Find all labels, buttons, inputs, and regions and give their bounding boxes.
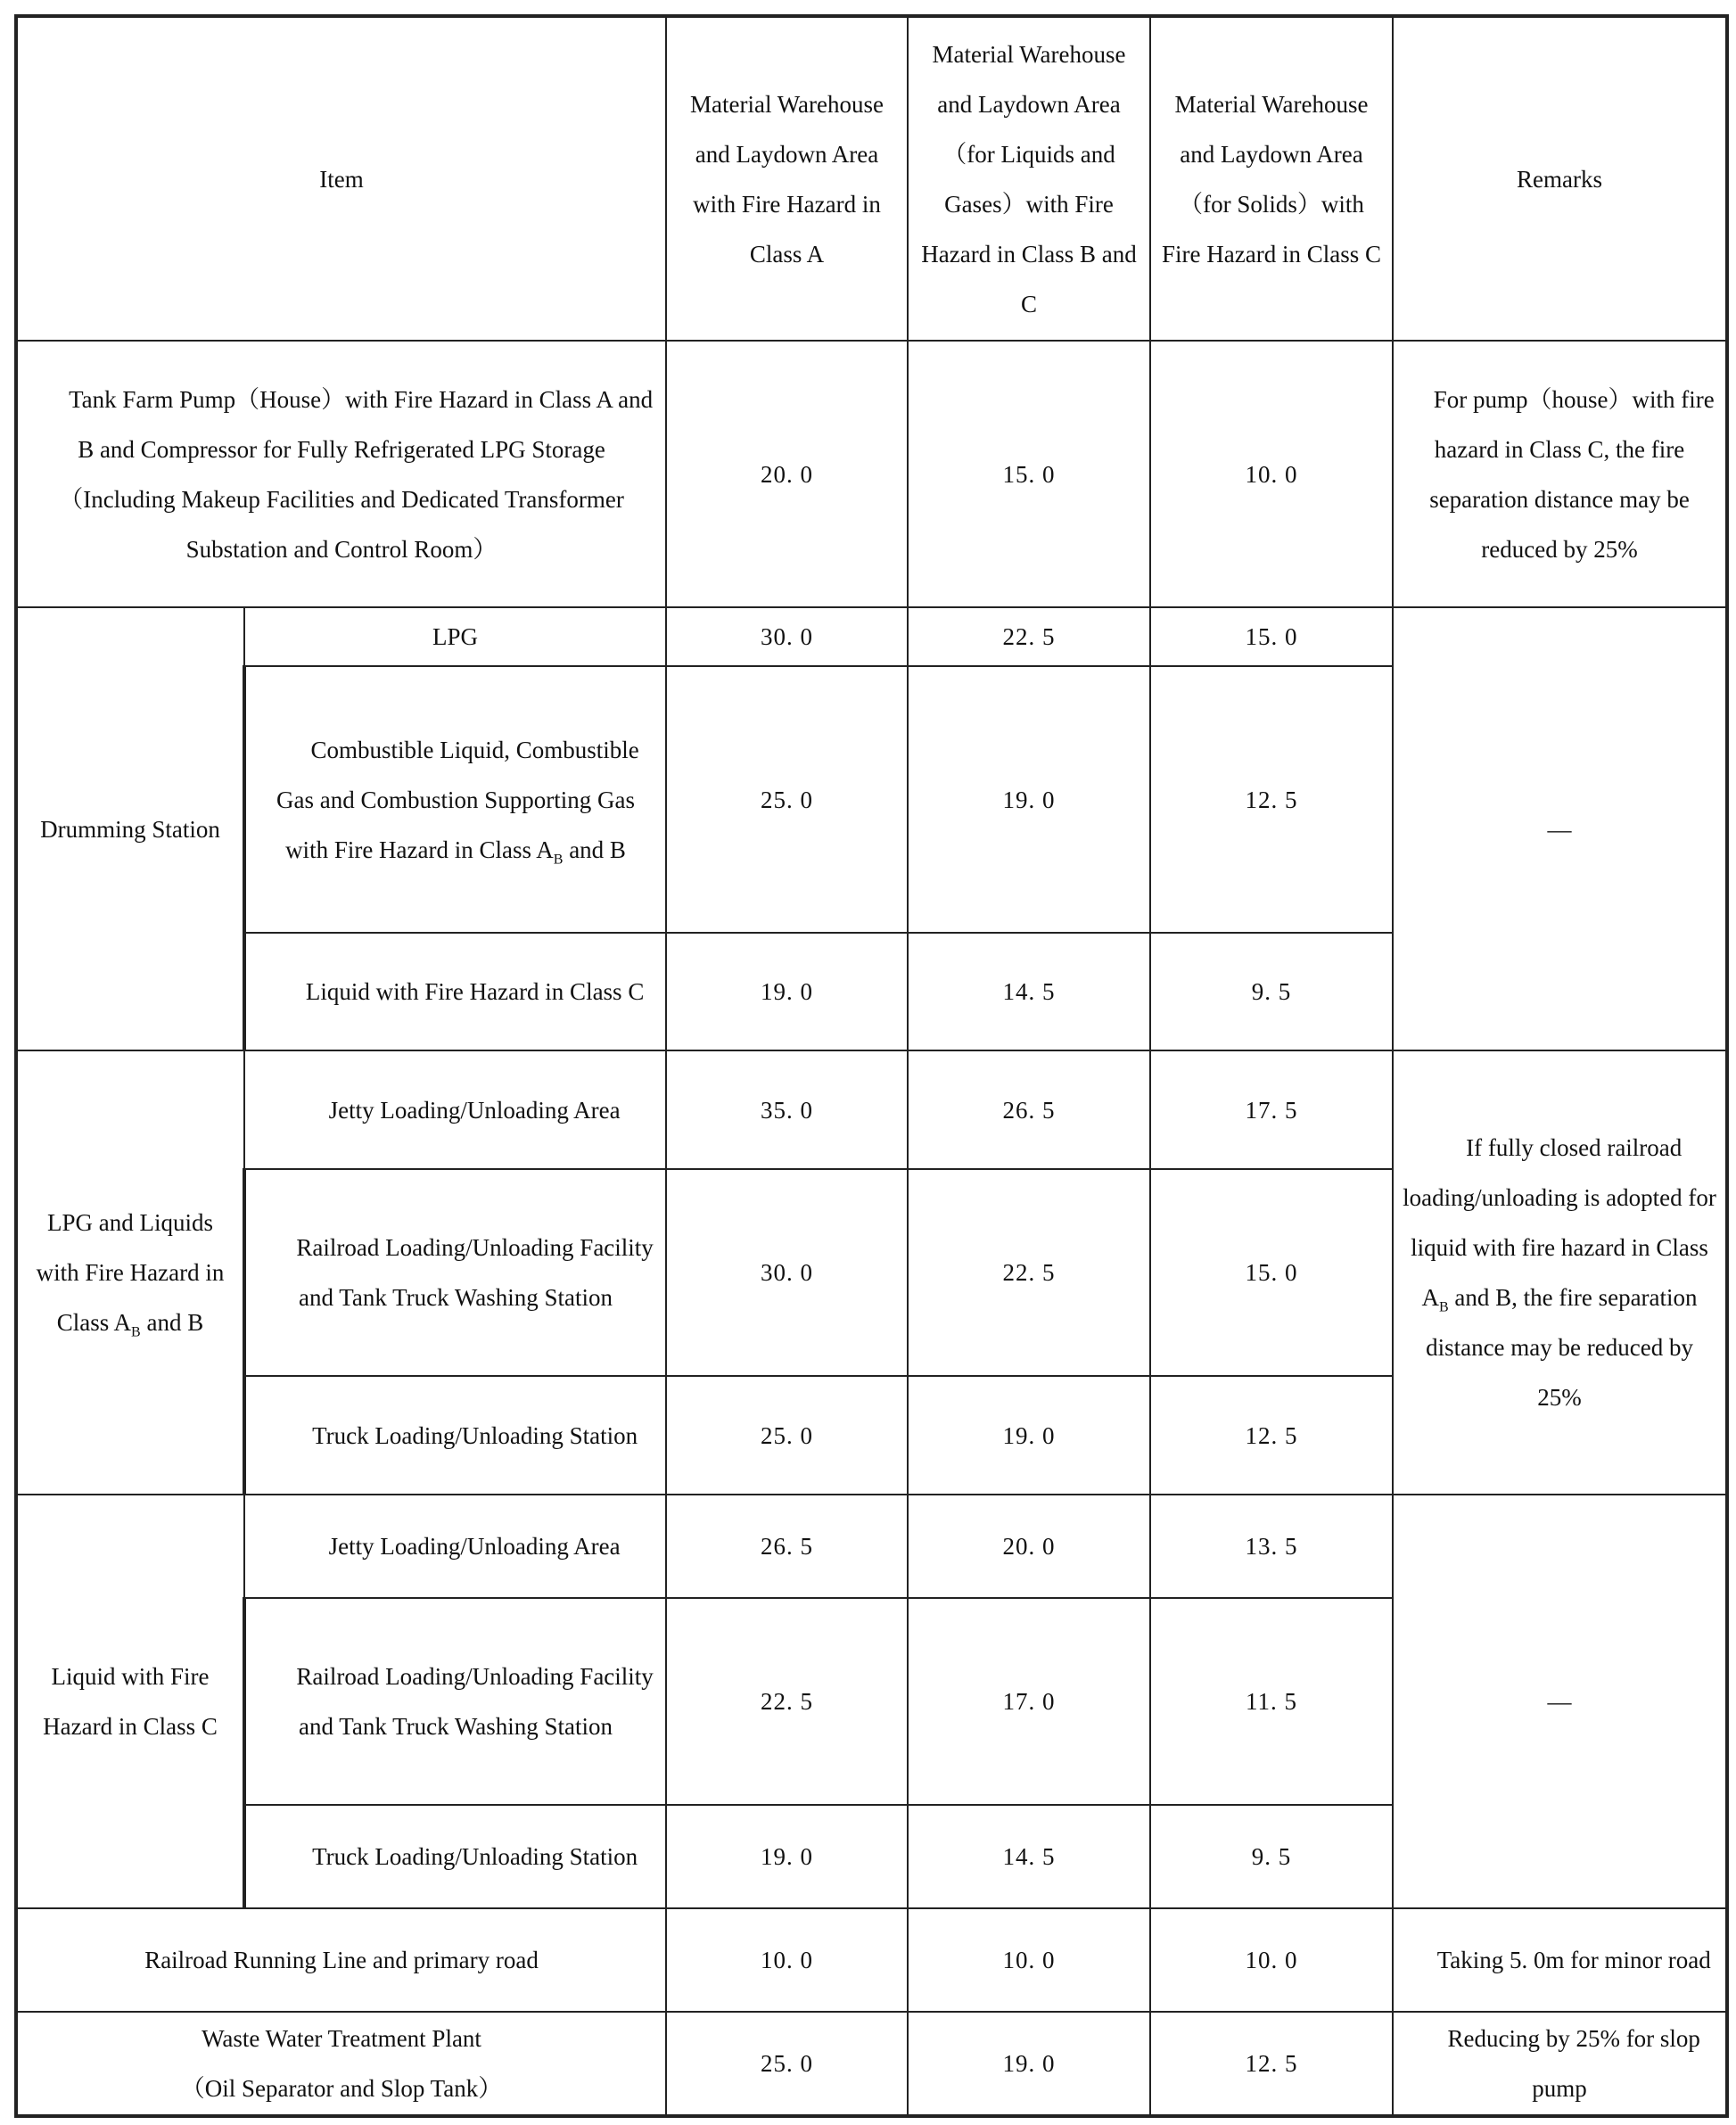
value-class-bc: 19. 0 [908,2012,1150,2116]
label-text: LPG and Liquids with Fire Hazard in Class A [36,1209,225,1336]
value-class-bc: 22. 5 [908,1169,1150,1376]
remark-lpg-liquids [1393,1050,1727,1495]
value-class-a: 25. 0 [666,2012,908,2116]
value-class-bc: 14. 5 [908,933,1150,1050]
header-class-c: Material Warehouse and Laydown Area（for Solids）with Fire Hazard in Class C [1150,16,1393,341]
row-label-truck: Truck Loading/Unloading Station [244,1376,666,1495]
group-label-liquid-class-c: Liquid with Fire Hazard in Class C [16,1495,244,1908]
value-class-bc: 20. 0 [908,1495,1150,1598]
remark-tank-farm-pump: For pump（house）with fire hazard in Class C, the fire separation distance may be reduced by 25% [1393,341,1727,607]
subscript-b: B [553,851,564,867]
label-line: Waste Water Treatment Plant [202,2025,481,2052]
value-class-a: 22. 5 [666,1598,908,1805]
value-class-c: 11. 5 [1150,1598,1393,1805]
row-label-waste-water [16,2012,666,2116]
value-class-c: 10. 0 [1150,341,1393,607]
remark-liquid-class-c: — [1393,1495,1727,1908]
table-row [16,1050,1727,1169]
value-class-c: 17. 5 [1150,1050,1393,1169]
fire-separation-table [14,14,1729,2118]
row-label-truck: Truck Loading/Unloading Station [244,1805,666,1908]
header-row [16,16,1727,341]
value-class-bc: 10. 0 [908,1908,1150,2012]
value-class-a: 19. 0 [666,1805,908,1908]
value-class-bc: 22. 5 [908,607,1150,666]
row-label-railroad-running-line: Railroad Running Line and primary road [16,1908,666,2012]
value-class-a: 20. 0 [666,341,908,607]
subscript-b: B [131,1324,141,1340]
label-text: and B [563,836,626,863]
value-class-c: 15. 0 [1150,1169,1393,1376]
row-label-railroad: Railroad Loading/Unloading Facility and Tank Truck Washing Station [244,1169,666,1376]
value-class-bc: 15. 0 [908,341,1150,607]
row-label-combustible [244,666,666,933]
value-class-c: 9. 5 [1150,933,1393,1050]
value-class-bc: 17. 0 [908,1598,1150,1805]
table-row [16,1495,1727,1598]
value-class-a: 30. 0 [666,1169,908,1376]
value-class-c: 13. 5 [1150,1495,1393,1598]
value-class-a: 35. 0 [666,1050,908,1169]
header-remarks: Remarks [1393,16,1727,341]
value-class-bc: 19. 0 [908,1376,1150,1495]
value-class-a: 25. 0 [666,1376,908,1495]
row-label-liquid-class-c: Liquid with Fire Hazard in Class C [244,933,666,1050]
table-row [16,2012,1727,2116]
remark-drumming-station: — [1393,607,1727,1050]
remark-waste-water: Reducing by 25% for slop pump [1393,2012,1727,2116]
value-class-c: 15. 0 [1150,607,1393,666]
row-label-railroad: Railroad Loading/Unloading Facility and Tank Truck Washing Station [244,1598,666,1805]
value-class-c: 12. 5 [1150,2012,1393,2116]
label-text: If fully closed railroad loading/unloading is adopted for liquid with fire hazard in Class A [1403,1134,1716,1311]
row-label-jetty: Jetty Loading/Unloading Area [244,1050,666,1169]
value-class-a: 30. 0 [666,607,908,666]
header-class-bc: Material Warehouse and Laydown Area（for Liquids and Gases）with Fire Hazard in Class B and C [908,16,1150,341]
label-text: and B, the fire separation distance may be reduced by 25% [1426,1284,1698,1411]
value-class-a: 26. 5 [666,1495,908,1598]
group-label-lpg-liquids [16,1050,244,1495]
table-row [16,1908,1727,2012]
value-class-c: 12. 5 [1150,1376,1393,1495]
value-class-c: 12. 5 [1150,666,1393,933]
value-class-bc: 26. 5 [908,1050,1150,1169]
table-row [16,341,1727,607]
value-class-a: 10. 0 [666,1908,908,2012]
header-class-a: Material Warehouse and Laydown Area with Fire Hazard in Class A [666,16,908,341]
label-text: Combustible Liquid, Combustible Gas and Combustion Supporting Gas with Fire Hazard in Class A [276,736,639,863]
value-class-c: 10. 0 [1150,1908,1393,2012]
remark-railroad-running-line: Taking 5. 0m for minor road [1393,1908,1727,2012]
label-line: （Oil Separator and Slop Tank） [180,2075,503,2102]
subscript-b: B [1438,1299,1449,1315]
row-label-jetty: Jetty Loading/Unloading Area [244,1495,666,1598]
value-class-a: 19. 0 [666,933,908,1050]
table-row [16,607,1727,666]
value-class-bc: 19. 0 [908,666,1150,933]
row-label-tank-farm-pump: Tank Farm Pump（House）with Fire Hazard in Class A and B and Compressor for Fully Refrigerated LPG Storage（Including Makeup Facilities and Dedicated Transformer Substation and Control Room） [16,341,666,607]
value-class-bc: 14. 5 [908,1805,1150,1908]
group-label-drumming-station: Drumming Station [16,607,244,1050]
value-class-a: 25. 0 [666,666,908,933]
row-label-lpg: LPG [244,607,666,666]
label-text: and B [140,1309,204,1336]
value-class-c: 9. 5 [1150,1805,1393,1908]
header-item: Item [16,16,666,341]
